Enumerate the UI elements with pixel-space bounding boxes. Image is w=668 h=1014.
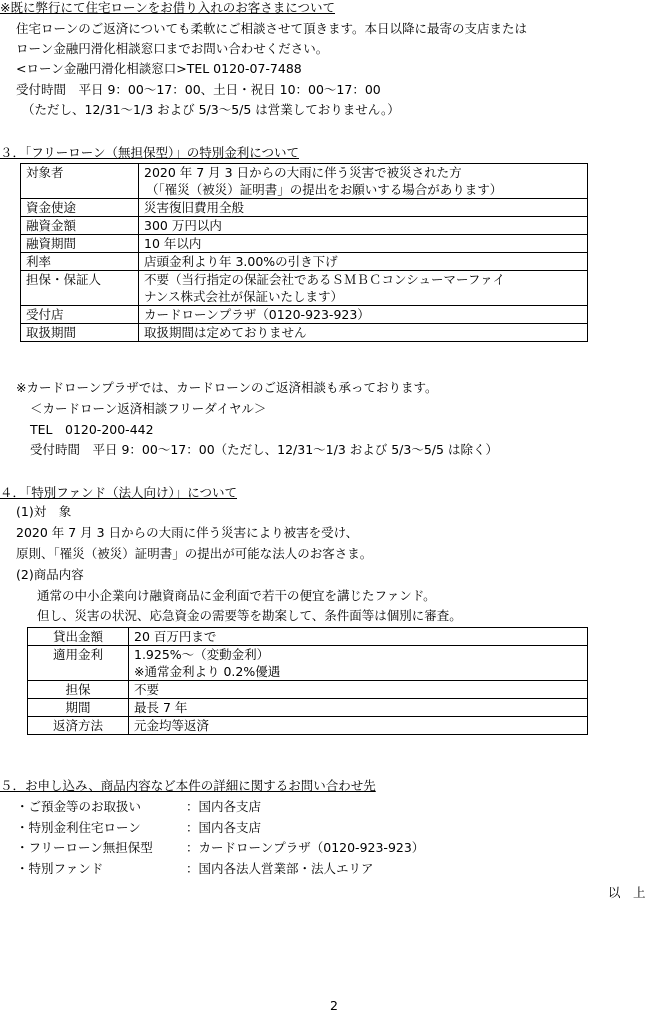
row-key: 返済方法 (28, 717, 129, 735)
row-value: 不要 (129, 681, 588, 699)
table-row (21, 199, 588, 217)
contact-label: ・特別金利住宅ローン (16, 820, 141, 835)
row-key: 資金使途 (21, 199, 139, 217)
table-row (21, 217, 588, 235)
row-value: 取扱期間は定めておりません (139, 324, 588, 342)
row-key: 融資期間 (21, 235, 139, 253)
row-key: 取扱期間 (21, 324, 139, 342)
table-row (28, 646, 588, 681)
row-value: 300 万円以内 (139, 217, 588, 235)
row-key: 融資金額 (21, 217, 139, 235)
product-line: 通常の中小企業向け融資商品に金利面で若干の便宜を講じたファンド。 (37, 588, 436, 603)
target-line: 原則、「罹災（被災）証明書」の提出が可能な法人のお客さま。 (16, 546, 373, 561)
row-key: 担保 (28, 681, 129, 699)
row-value: カードローンプラザ（0120-923-923） (139, 306, 588, 324)
row-value: 災害復旧費用全般 (139, 199, 588, 217)
free-loan-table (20, 163, 588, 342)
row-key: 受付店 (21, 306, 139, 324)
contact-value: ：カードローンプラザ（0120-923-923） (186, 840, 425, 855)
contact-label: ・ご預金等のお取扱い (16, 799, 142, 814)
row-key: 担保・保証人 (21, 271, 139, 306)
table-row (21, 235, 588, 253)
closing-text: 以 上 (608, 885, 646, 900)
row-value: 最長 7 年 (129, 699, 588, 717)
table-row (21, 306, 588, 324)
table-row (21, 271, 588, 306)
section5-heading: ５．お申し込み、商品内容など本件の詳細に関するお問い合わせ先 (0, 778, 376, 793)
table-row (28, 717, 588, 735)
row-value: 10 年以内 (139, 235, 588, 253)
row-value: 1.925%～（変動金利） ※通常金利より 0.2%優遇 (129, 646, 588, 681)
row-key: 期間 (28, 699, 129, 717)
intro-contact: <ローン金融円滑化相談窓口>TEL 0120-07-7488 (16, 61, 302, 76)
row-value: 店頭金利より年 3.00%の引き下げ (139, 253, 588, 271)
target-line: 2020 年 7 月 3 日からの大雨に伴う災害により被害を受け、 (16, 525, 359, 540)
table-row (21, 324, 588, 342)
section3-heading: ３．「フリーローン（無担保型）」の特別金利について (0, 145, 300, 160)
intro-hours: 受付時間 平日 9：00～17：00、土日・祝日 10：00～17：00 (16, 82, 381, 97)
row-key: 利率 (21, 253, 139, 271)
table-row (21, 164, 588, 199)
target-label: (1)対 象 (16, 504, 72, 519)
intro-line: ローン金融円滑化相談窓口までお問い合わせください。 (16, 41, 329, 56)
cardloan-note: ※カードローンプラザでは、カードローンのご返済相談も承っております。 (16, 380, 438, 395)
table-row (21, 253, 588, 271)
product-label: (2)商品内容 (16, 567, 84, 582)
page-number: 2 (330, 998, 338, 1013)
row-value: 元金均等返済 (129, 717, 588, 735)
intro-heading: ※既に弊行にて住宅ローンをお借り入れのお客さまについて (0, 0, 335, 15)
table-row (28, 699, 588, 717)
contact-value: ：国内各支店 (186, 820, 262, 835)
contact-value: ：国内各支店 (186, 799, 262, 814)
cardloan-dial-title: ＜カードローン返済相談フリーダイヤル＞ (30, 401, 267, 416)
table-row (28, 681, 588, 699)
row-value: 2020 年 7 月 3 日からの大雨に伴う災害で被災された方 （「罹災（被災）証明書」の提出をお願いする場合があります） (139, 164, 588, 199)
row-key: 対象者 (21, 164, 139, 199)
row-value: 不要（当行指定の保証会社であるＳＭＢＣコンシューマーファイ ナンス株式会社が保証いたします） (139, 271, 588, 306)
table-row (28, 628, 588, 646)
row-value: 20 百万円まで (129, 628, 588, 646)
product-line: 但し、災害の状況、応急資金の需要等を勘案して、条件面等は個別に審査。 (37, 608, 462, 623)
cardloan-hours: 受付時間 平日 9：00～17：00（ただし、12/31～1/3 および 5/3～5/5 は除く） (30, 442, 498, 457)
fund-table (27, 627, 588, 735)
contact-label: ・特別ファンド (16, 861, 104, 876)
cardloan-tel: TEL 0120-200-442 (30, 422, 154, 437)
row-key: 適用金利 (28, 646, 129, 681)
row-key: 貸出金額 (28, 628, 129, 646)
intro-line: 住宅ローンのご返済についても柔軟にご相談させて頂きます。本日以降に最寄の支店または (16, 21, 528, 36)
section4-heading: ４．「特別ファンド（法人向け）」について (0, 485, 238, 500)
intro-note: （ただし、12/31～1/3 および 5/3～5/5 は営業しておりません。） (22, 102, 400, 117)
contact-value: ：国内各法人営業部・法人エリア (186, 861, 374, 876)
contact-label: ・フリーローン無担保型 (16, 840, 153, 855)
